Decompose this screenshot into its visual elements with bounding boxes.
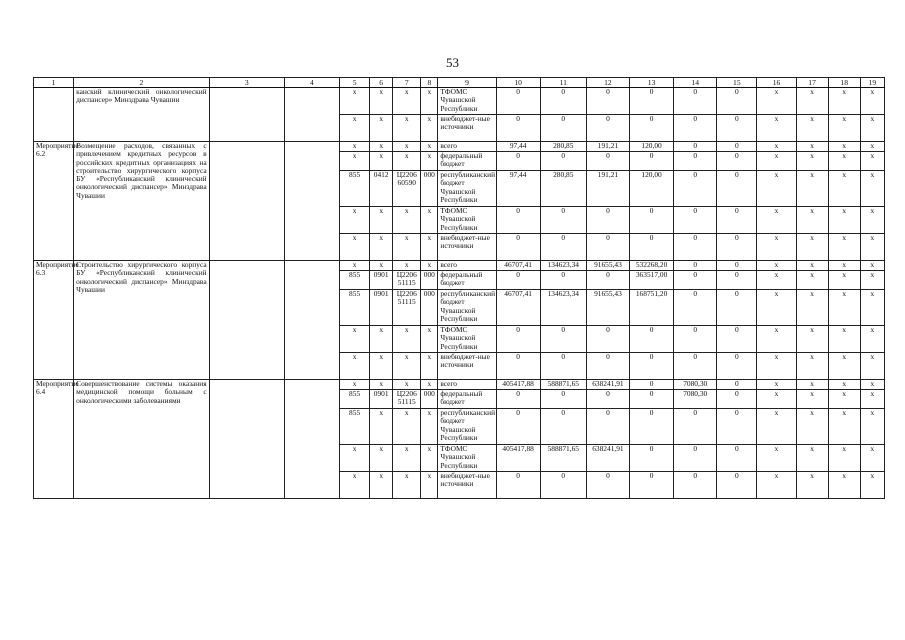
amount-cell: 191,21 xyxy=(586,142,629,152)
budget-code-c8: x xyxy=(421,152,438,171)
amount-cell: x xyxy=(828,445,860,472)
budget-code-c5: 855 xyxy=(340,271,370,290)
budget-code-c7: x xyxy=(393,115,421,142)
funding-source: федеральный бюджет xyxy=(438,152,496,171)
amount-cell: 7080,30 xyxy=(674,380,717,390)
amount-cell: 0 xyxy=(540,353,586,380)
amount-cell: x xyxy=(757,326,796,353)
amount-cell: 0 xyxy=(717,409,757,445)
table-row xyxy=(34,142,885,152)
budget-code-c5: x xyxy=(340,472,370,499)
budget-code-c5: x xyxy=(340,380,370,390)
amount-cell: 0 xyxy=(674,326,717,353)
budget-code-c8: x xyxy=(421,472,438,499)
budget-code-c6: x xyxy=(370,88,393,115)
amount-cell: 280,85 xyxy=(540,171,586,207)
amount-cell: 0 xyxy=(674,207,717,234)
amount-cell: 0 xyxy=(674,409,717,445)
funding-source: республиканский бюджет Чувашской Республики xyxy=(438,409,496,445)
budget-code-c8: 000 xyxy=(421,290,438,326)
amount-cell: 0 xyxy=(586,353,629,380)
budget-code-c5: 855 xyxy=(340,409,370,445)
budget-code-c6: 0901 xyxy=(370,271,393,290)
amount-cell: x xyxy=(796,115,828,142)
amount-cell: 0 xyxy=(540,326,586,353)
amount-cell: 0 xyxy=(586,271,629,290)
table-row xyxy=(34,380,885,390)
amount-cell: 46707,41 xyxy=(496,261,540,271)
amount-cell: x xyxy=(828,326,860,353)
amount-cell: 0 xyxy=(496,115,540,142)
amount-cell: 0 xyxy=(586,207,629,234)
budget-code-c7: Ц2206 51115 xyxy=(393,390,421,409)
page-number: 53 xyxy=(446,55,459,70)
event-name: Возмещение расходов, связанных с привлечением кредитных ресурсов в российских кредитных организациях на строительство хирургического корпуса БУ «Республиканский клинический онкологический диспансер» Минздрава Чувашии xyxy=(74,142,209,261)
amount-cell: x xyxy=(828,380,860,390)
amount-cell: 0 xyxy=(630,207,674,234)
amount-cell: 0 xyxy=(540,409,586,445)
amount-cell: 532268,20 xyxy=(630,261,674,271)
budget-code-c8: x xyxy=(421,326,438,353)
funding-source: всего xyxy=(438,142,496,152)
funding-source: республиканский бюджет Чувашской Республики xyxy=(438,171,496,207)
funding-source: внебюджет-ные источники xyxy=(438,353,496,380)
amount-cell: 0 xyxy=(540,234,586,261)
budget-code-c6: x xyxy=(370,152,393,171)
amount-cell: x xyxy=(757,261,796,271)
amount-cell: 0 xyxy=(717,390,757,409)
empty-cell xyxy=(209,261,284,380)
budget-code-c8: x xyxy=(421,115,438,142)
amount-cell: 0 xyxy=(496,207,540,234)
empty-cell xyxy=(209,380,284,499)
budget-code-c8: x xyxy=(421,234,438,261)
event-name: Строительство хирургического корпуса БУ «Республиканский клинический онкологический диспансер» Минздрава Чувашии xyxy=(74,261,209,380)
funding-source: внебюджет-ные источники xyxy=(438,234,496,261)
amount-cell: 0 xyxy=(586,152,629,171)
column-number: 6 xyxy=(370,78,393,88)
amount-cell: 0 xyxy=(496,152,540,171)
amount-cell: x xyxy=(796,326,828,353)
amount-cell: x xyxy=(757,115,796,142)
funding-source: федеральный бюджет xyxy=(438,390,496,409)
amount-cell: x xyxy=(860,380,884,390)
amount-cell: 0 xyxy=(630,234,674,261)
amount-cell: 0 xyxy=(630,380,674,390)
column-number: 1 xyxy=(34,78,74,88)
budget-code-c6: x xyxy=(370,142,393,152)
budget-code-c5: x xyxy=(340,142,370,152)
amount-cell: 0 xyxy=(630,353,674,380)
empty-cell xyxy=(284,88,339,142)
amount-cell: x xyxy=(860,115,884,142)
funding-source: ТФОМС Чувашской Республики xyxy=(438,326,496,353)
column-number-row xyxy=(34,78,885,88)
budget-code-c7: Ц2206 60590 xyxy=(393,171,421,207)
amount-cell: x xyxy=(757,88,796,115)
amount-cell: 0 xyxy=(674,142,717,152)
budget-code-c5: x xyxy=(340,234,370,261)
amount-cell: x xyxy=(796,261,828,271)
amount-cell: 0 xyxy=(674,472,717,499)
funding-source: внебюджет-ные источники xyxy=(438,472,496,499)
amount-cell: 0 xyxy=(630,326,674,353)
amount-cell: x xyxy=(828,261,860,271)
amount-cell: 0 xyxy=(717,326,757,353)
amount-cell: x xyxy=(796,353,828,380)
column-number: 17 xyxy=(796,78,828,88)
column-number: 11 xyxy=(540,78,586,88)
amount-cell: 97,44 xyxy=(496,171,540,207)
amount-cell: 0 xyxy=(717,353,757,380)
amount-cell: x xyxy=(828,88,860,115)
event-name: канский клинический онкологический диспансер» Минздрава Чувашии xyxy=(74,88,209,142)
amount-cell: x xyxy=(828,390,860,409)
amount-cell: x xyxy=(860,445,884,472)
amount-cell: x xyxy=(796,234,828,261)
amount-cell: 0 xyxy=(717,290,757,326)
amount-cell: x xyxy=(860,207,884,234)
amount-cell: 0 xyxy=(717,234,757,261)
column-number: 13 xyxy=(630,78,674,88)
amount-cell: x xyxy=(796,290,828,326)
amount-cell: 191,21 xyxy=(586,171,629,207)
amount-cell: 0 xyxy=(586,390,629,409)
amount-cell: 0 xyxy=(540,472,586,499)
amount-cell: 0 xyxy=(496,88,540,115)
column-number: 19 xyxy=(860,78,884,88)
amount-cell: 638241,91 xyxy=(586,445,629,472)
amount-cell: x xyxy=(796,380,828,390)
empty-cell xyxy=(284,261,339,380)
amount-cell: 0 xyxy=(717,472,757,499)
budget-code-c6: x xyxy=(370,353,393,380)
budget-code-c8: x xyxy=(421,409,438,445)
budget-code-c8: x xyxy=(421,445,438,472)
amount-cell: x xyxy=(860,290,884,326)
amount-cell: 280,85 xyxy=(540,142,586,152)
amount-cell: 0 xyxy=(586,326,629,353)
amount-cell: 120,00 xyxy=(630,142,674,152)
amount-cell: x xyxy=(860,390,884,409)
budget-code-c6: x xyxy=(370,445,393,472)
empty-cell xyxy=(209,142,284,261)
budget-code-c7: x xyxy=(393,234,421,261)
amount-cell: x xyxy=(757,152,796,171)
budget-code-c6: x xyxy=(370,326,393,353)
budget-code-c7: Ц2206 51115 xyxy=(393,290,421,326)
column-number: 4 xyxy=(284,78,339,88)
amount-cell: x xyxy=(828,142,860,152)
amount-cell: 638241,91 xyxy=(586,380,629,390)
amount-cell: 0 xyxy=(674,88,717,115)
budget-code-c8: x xyxy=(421,353,438,380)
amount-cell: x xyxy=(796,207,828,234)
amount-cell: 0 xyxy=(674,152,717,171)
budget-code-c5: x xyxy=(340,207,370,234)
amount-cell: 0 xyxy=(496,353,540,380)
amount-cell: x xyxy=(828,290,860,326)
amount-cell: x xyxy=(796,472,828,499)
budget-code-c8: x xyxy=(421,88,438,115)
amount-cell: 0 xyxy=(674,234,717,261)
budget-code-c8: 000 xyxy=(421,271,438,290)
amount-cell: 0 xyxy=(674,445,717,472)
amount-cell: 0 xyxy=(717,142,757,152)
amount-cell: 0 xyxy=(674,290,717,326)
amount-cell: 0 xyxy=(717,445,757,472)
amount-cell: 0 xyxy=(717,88,757,115)
amount-cell: x xyxy=(796,142,828,152)
column-number: 5 xyxy=(340,78,370,88)
budget-code-c5: 855 xyxy=(340,290,370,326)
amount-cell: 0 xyxy=(630,152,674,171)
budget-code-c6: x xyxy=(370,409,393,445)
budget-code-c5: x xyxy=(340,353,370,380)
budget-code-c6: x xyxy=(370,472,393,499)
amount-cell: x xyxy=(757,290,796,326)
budget-code-c5: x xyxy=(340,326,370,353)
amount-cell: 0 xyxy=(717,261,757,271)
budget-code-c8: 000 xyxy=(421,171,438,207)
amount-cell: 363517,00 xyxy=(630,271,674,290)
column-number: 15 xyxy=(717,78,757,88)
amount-cell: 97,44 xyxy=(496,142,540,152)
amount-cell: 0 xyxy=(717,152,757,171)
amount-cell: x xyxy=(757,207,796,234)
empty-cell xyxy=(209,88,284,142)
amount-cell: x xyxy=(860,152,884,171)
amount-cell: x xyxy=(757,409,796,445)
amount-cell: 0 xyxy=(540,88,586,115)
amount-cell: x xyxy=(757,445,796,472)
funding-source: всего xyxy=(438,380,496,390)
budget-code-c8: 000 xyxy=(421,390,438,409)
amount-cell: x xyxy=(757,171,796,207)
amount-cell: 46707,41 xyxy=(496,290,540,326)
amount-cell: x xyxy=(757,353,796,380)
amount-cell: 0 xyxy=(540,152,586,171)
amount-cell: 0 xyxy=(630,88,674,115)
amount-cell: x xyxy=(828,234,860,261)
budget-code-c6: x xyxy=(370,115,393,142)
budget-code-c6: 0901 xyxy=(370,390,393,409)
event-number: Мероприятие 6.2 xyxy=(34,142,74,261)
amount-cell: 0 xyxy=(717,207,757,234)
amount-cell: x xyxy=(796,390,828,409)
amount-cell: 134623,34 xyxy=(540,290,586,326)
amount-cell: x xyxy=(796,271,828,290)
amount-cell: x xyxy=(796,171,828,207)
column-number: 14 xyxy=(674,78,717,88)
amount-cell: x xyxy=(860,271,884,290)
budget-code-c6: x xyxy=(370,234,393,261)
event-number: Мероприятие 6.4 xyxy=(34,380,74,499)
amount-cell: x xyxy=(757,380,796,390)
amount-cell: 0 xyxy=(586,115,629,142)
budget-code-c7: x xyxy=(393,142,421,152)
amount-cell: x xyxy=(757,472,796,499)
budget-code-c5: x xyxy=(340,261,370,271)
amount-cell: 134623,34 xyxy=(540,261,586,271)
event-name: Совершенствование системы оказания медицинской помощи больным с онкологическими заболеваниями xyxy=(74,380,209,499)
budget-code-c7: x xyxy=(393,88,421,115)
amount-cell: 588871,65 xyxy=(540,380,586,390)
budget-code-c6: x xyxy=(370,207,393,234)
budget-code-c7: x xyxy=(393,380,421,390)
budget-code-c5: x xyxy=(340,115,370,142)
amount-cell: x xyxy=(860,142,884,152)
amount-cell: x xyxy=(860,88,884,115)
column-number: 3 xyxy=(209,78,284,88)
budget-code-c5: 855 xyxy=(340,390,370,409)
event-number: Мероприятие 6.3 xyxy=(34,261,74,380)
budget-code-c8: x xyxy=(421,380,438,390)
funding-source: федеральный бюджет xyxy=(438,271,496,290)
amount-cell: x xyxy=(828,152,860,171)
amount-cell: x xyxy=(828,472,860,499)
funding-source: ТФОМС Чувашской Республики xyxy=(438,88,496,115)
amount-cell: 0 xyxy=(630,445,674,472)
amount-cell: 0 xyxy=(674,171,717,207)
amount-cell: x xyxy=(860,472,884,499)
budget-code-c6: x xyxy=(370,380,393,390)
amount-cell: x xyxy=(860,353,884,380)
amount-cell: x xyxy=(828,171,860,207)
budget-code-c7: x xyxy=(393,353,421,380)
amount-cell: x xyxy=(757,271,796,290)
amount-cell: x xyxy=(828,207,860,234)
amount-cell: x xyxy=(828,409,860,445)
budget-code-c6: 0901 xyxy=(370,290,393,326)
budget-code-c7: x xyxy=(393,445,421,472)
table-row xyxy=(34,261,885,271)
column-number: 8 xyxy=(421,78,438,88)
amount-cell: x xyxy=(860,409,884,445)
empty-cell xyxy=(284,142,339,261)
funding-source: ТФОМС Чувашской Республики xyxy=(438,445,496,472)
budget-code-c7: x xyxy=(393,409,421,445)
amount-cell: x xyxy=(757,390,796,409)
amount-cell: 0 xyxy=(586,234,629,261)
amount-cell: x xyxy=(796,88,828,115)
amount-cell: x xyxy=(828,271,860,290)
amount-cell: 0 xyxy=(586,409,629,445)
budget-table xyxy=(33,77,885,499)
column-number: 12 xyxy=(586,78,629,88)
budget-code-c7: x xyxy=(393,326,421,353)
amount-cell: 0 xyxy=(674,115,717,142)
amount-cell: 0 xyxy=(630,472,674,499)
amount-cell: 405417,88 xyxy=(496,445,540,472)
amount-cell: x xyxy=(796,445,828,472)
amount-cell: 91655,43 xyxy=(586,261,629,271)
budget-code-c8: x xyxy=(421,261,438,271)
amount-cell: 120,00 xyxy=(630,171,674,207)
amount-cell: 168751,20 xyxy=(630,290,674,326)
funding-source: всего xyxy=(438,261,496,271)
amount-cell: x xyxy=(860,234,884,261)
empty-cell xyxy=(284,380,339,499)
budget-code-c7: x xyxy=(393,207,421,234)
budget-code-c6: 0412 xyxy=(370,171,393,207)
amount-cell: 405417,88 xyxy=(496,380,540,390)
amount-cell: 0 xyxy=(717,380,757,390)
amount-cell: x xyxy=(828,115,860,142)
amount-cell: 0 xyxy=(586,472,629,499)
amount-cell: 0 xyxy=(674,353,717,380)
budget-code-c5: x xyxy=(340,152,370,171)
budget-code-c8: x xyxy=(421,207,438,234)
event-number xyxy=(34,88,74,142)
amount-cell: x xyxy=(828,353,860,380)
amount-cell: x xyxy=(796,409,828,445)
budget-code-c5: x xyxy=(340,445,370,472)
column-number: 2 xyxy=(74,78,209,88)
budget-code-c8: x xyxy=(421,142,438,152)
amount-cell: 0 xyxy=(496,472,540,499)
amount-cell: 0 xyxy=(540,207,586,234)
column-number: 9 xyxy=(438,78,496,88)
amount-cell: 588871,65 xyxy=(540,445,586,472)
funding-source: республиканский бюджет Чувашской Республики xyxy=(438,290,496,326)
column-number: 16 xyxy=(757,78,796,88)
amount-cell: x xyxy=(860,326,884,353)
amount-cell: 0 xyxy=(540,390,586,409)
amount-cell: 0 xyxy=(717,171,757,207)
amount-cell: 0 xyxy=(496,234,540,261)
amount-cell: 0 xyxy=(496,326,540,353)
amount-cell: x xyxy=(796,152,828,171)
budget-code-c5: 855 xyxy=(340,171,370,207)
amount-cell: 0 xyxy=(496,271,540,290)
amount-cell: 0 xyxy=(717,271,757,290)
amount-cell: x xyxy=(860,261,884,271)
column-number: 10 xyxy=(496,78,540,88)
budget-code-c7: x xyxy=(393,152,421,171)
amount-cell: 0 xyxy=(496,390,540,409)
budget-code-c7: x xyxy=(393,261,421,271)
table-row xyxy=(34,88,885,115)
amount-cell: 0 xyxy=(630,115,674,142)
budget-code-c7: x xyxy=(393,472,421,499)
amount-cell: x xyxy=(757,142,796,152)
budget-code-c7: Ц2206 51115 xyxy=(393,271,421,290)
funding-source: ТФОМС Чувашской Республики xyxy=(438,207,496,234)
budget-code-c6: x xyxy=(370,261,393,271)
amount-cell: x xyxy=(860,171,884,207)
amount-cell: 0 xyxy=(674,271,717,290)
amount-cell: 7080,30 xyxy=(674,390,717,409)
amount-cell: 0 xyxy=(586,88,629,115)
amount-cell: 0 xyxy=(540,115,586,142)
budget-code-c5: x xyxy=(340,88,370,115)
amount-cell: 0 xyxy=(717,115,757,142)
amount-cell: 0 xyxy=(496,409,540,445)
amount-cell: 0 xyxy=(674,261,717,271)
column-number: 7 xyxy=(393,78,421,88)
column-number: 18 xyxy=(828,78,860,88)
funding-source: внебюджет-ные источники xyxy=(438,115,496,142)
amount-cell: 0 xyxy=(630,409,674,445)
amount-cell: x xyxy=(757,234,796,261)
amount-cell: 91655,43 xyxy=(586,290,629,326)
amount-cell: 0 xyxy=(540,271,586,290)
amount-cell: 0 xyxy=(630,390,674,409)
